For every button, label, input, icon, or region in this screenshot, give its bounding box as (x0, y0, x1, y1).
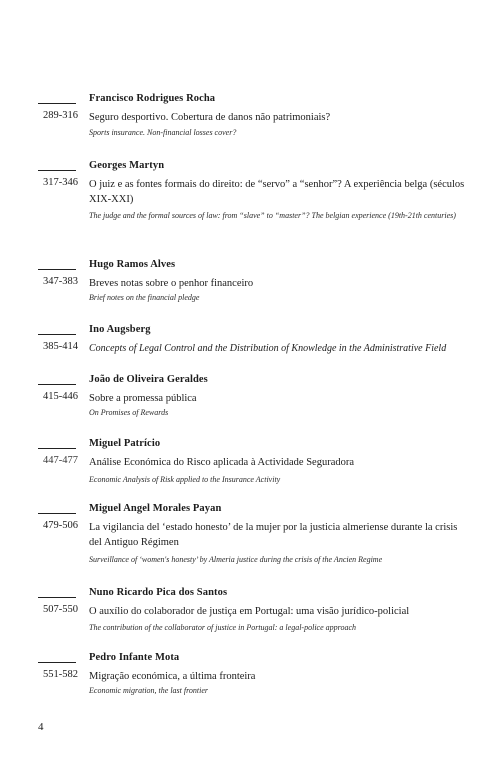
divider-rule (38, 334, 76, 335)
author-name: Georges Martyn (89, 160, 165, 171)
article-title: La vigilancia del ‘estado honesto’ de la mujer por la justicia almeriense durante la crisis del Antiguo Régimen (89, 522, 458, 548)
page-range: 479-506 (43, 520, 78, 531)
article-title: O auxílio do colaborador de justiça em Portugal: uma visão jurídico-policial (89, 606, 410, 617)
page-range: 289-316 (43, 110, 78, 121)
article-subtitle: The judge and the formal sources of law: from “slave” to “master”? The belgian experience (19th-21th centuries) (89, 211, 456, 220)
article-subtitle: Sports insurance. Non-financial losses cover? (89, 128, 237, 137)
author-name: Miguel Patrício (89, 438, 161, 449)
article-subtitle: Economic migration, the last frontier (89, 686, 209, 695)
author-name: Hugo Ramos Alves (89, 259, 176, 270)
page-range: 507-550 (43, 604, 78, 615)
page-number: 4 (38, 721, 44, 733)
author-name: Nuno Ricardo Pica dos Santos (89, 587, 228, 598)
page-range: 415-446 (43, 391, 78, 402)
article-title: Concepts of Legal Control and the Distribution of Knowledge in the Administrative Field (89, 343, 447, 354)
author-name: Miguel Angel Morales Payan (89, 503, 222, 514)
author-name: Pedro Infante Mota (89, 652, 180, 663)
author-name: João de Oliveira Geraldes (89, 374, 208, 385)
page-range: 317-346 (43, 177, 78, 188)
article-subtitle: The contribution of the collaborator of justice in Portugal: a legal-police approach (89, 623, 357, 632)
article-title: Sobre a promessa pública (89, 393, 197, 404)
author-name: Francisco Rodrigues Rocha (89, 93, 216, 104)
article-title: Migração económica, a última fronteira (89, 671, 256, 682)
article-title: O juiz e as fontes formais do direito: de “servo” a “senhor”? A experiência belga (séculos XIX-XXI) (89, 179, 465, 205)
divider-rule (38, 662, 76, 663)
article-subtitle: Brief notes on the financial pledge (89, 293, 200, 302)
divider-rule (38, 170, 76, 171)
divider-rule (38, 269, 76, 270)
article-title: Análise Económica do Risco aplicada à Actividade Seguradora (89, 457, 355, 468)
divider-rule (38, 103, 76, 104)
divider-rule (38, 513, 76, 514)
page-range: 551-582 (43, 669, 78, 680)
page-range: 447-477 (43, 455, 78, 466)
divider-rule (38, 597, 76, 598)
article-subtitle: Surveillance of ‘women's honesty’ by Almeria justice during the crisis of the Ancien Regime (89, 555, 383, 564)
divider-rule (38, 384, 76, 385)
page-range: 347-383 (43, 276, 78, 287)
article-subtitle: On Promises of Rewards (89, 408, 169, 417)
article-title: Seguro desportivo. Cobertura de danos não patrimoniais? (89, 112, 331, 123)
article-title: Breves notas sobre o penhor financeiro (89, 278, 254, 289)
article-subtitle: Economic Analysis of Risk applied to the Insurance Activity (89, 475, 281, 484)
page-range: 385-414 (43, 341, 78, 352)
author-name: Ino Augsberg (89, 324, 151, 335)
divider-rule (38, 448, 76, 449)
